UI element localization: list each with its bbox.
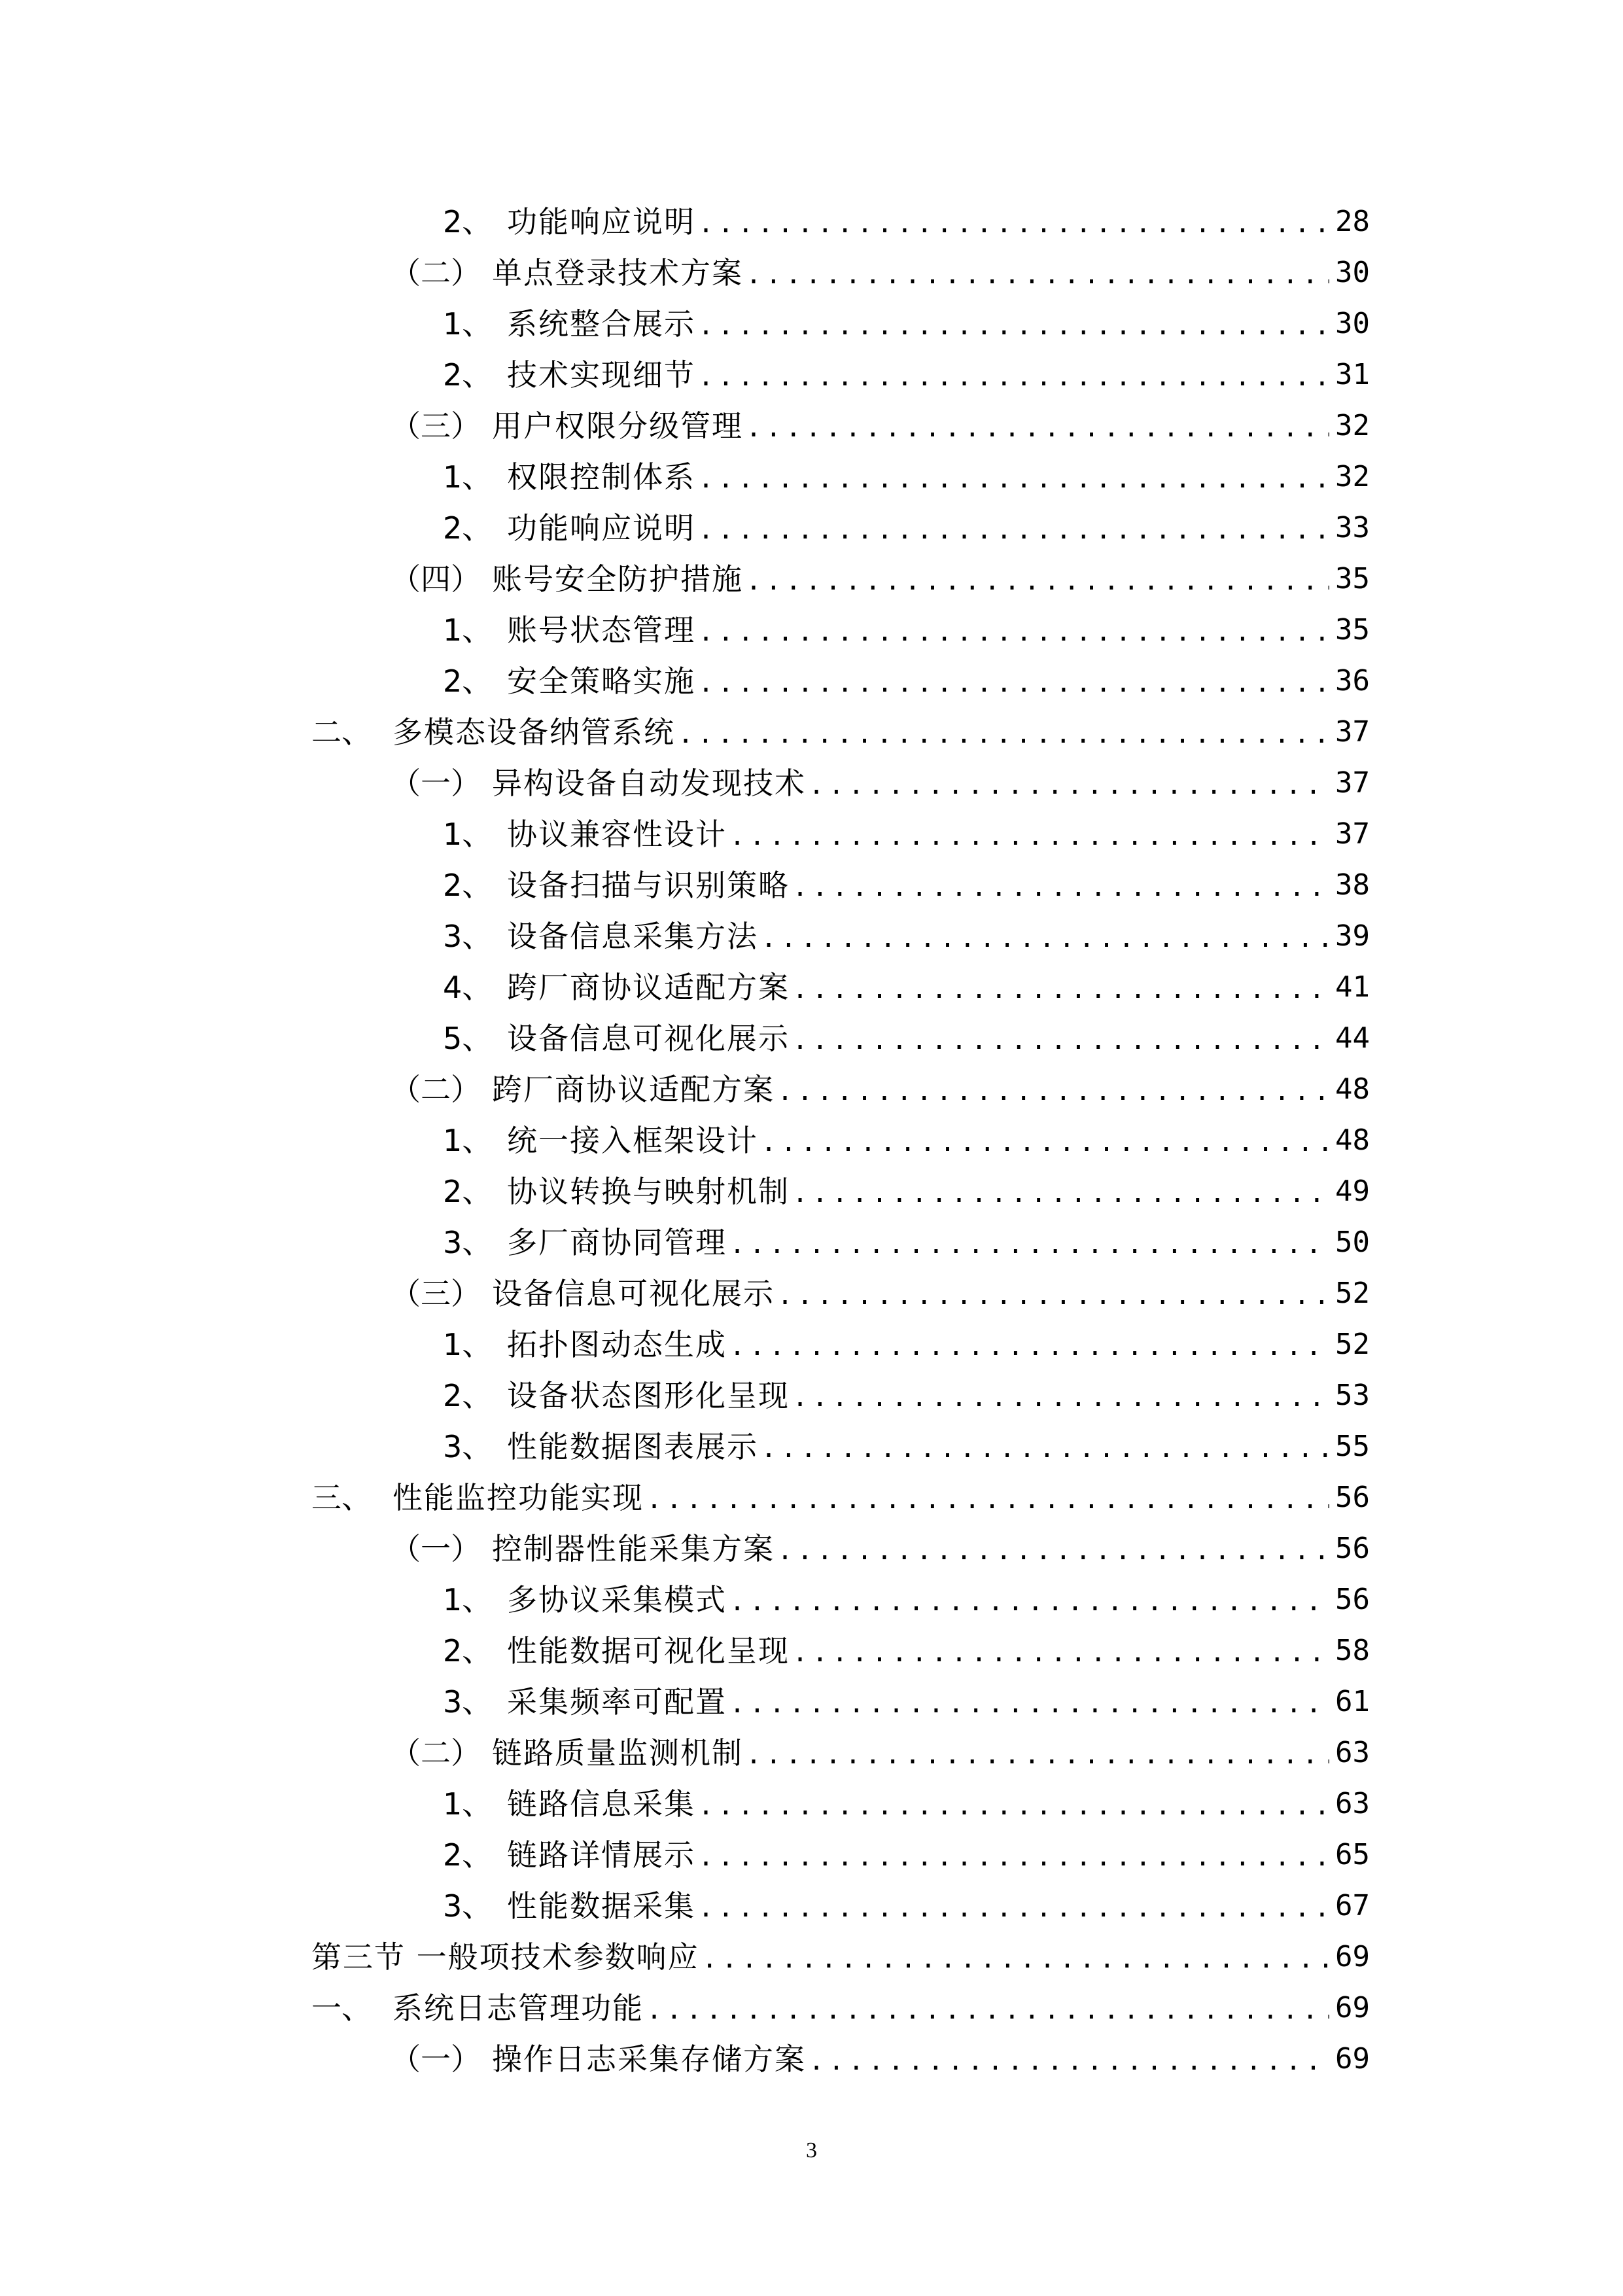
toc-dot-leader xyxy=(777,1064,1329,1115)
toc-dot-leader xyxy=(698,196,1329,247)
toc-entry-page: 69 xyxy=(1335,1940,1370,1973)
toc-entry-number: 2、 xyxy=(443,204,493,239)
toc-entry[interactable] xyxy=(443,656,1370,707)
toc-entry-title: 统一接入框架设计 xyxy=(507,1123,758,1158)
toc-entry-title: 多协议采集模式 xyxy=(507,1582,727,1617)
toc-entry-page: 35 xyxy=(1335,562,1370,595)
toc-entry[interactable] xyxy=(443,298,1370,349)
toc-entry-title: 操作日志采集存储方案 xyxy=(492,2041,806,2077)
toc-entry-number: 3、 xyxy=(443,1684,493,1720)
toc-dot-leader xyxy=(761,1115,1329,1166)
toc-entry-title: 跨厂商协议适配方案 xyxy=(492,1072,775,1107)
toc-dot-leader xyxy=(698,605,1329,656)
toc-entry-page: 69 xyxy=(1335,1991,1370,2024)
toc-entry-number: （一） xyxy=(391,766,481,801)
toc-entry-page: 37 xyxy=(1335,715,1370,749)
toc-entry[interactable] xyxy=(391,1727,1370,1778)
toc-entry-page: 52 xyxy=(1335,1277,1370,1310)
toc-entry-page: 61 xyxy=(1335,1685,1370,1718)
toc-dot-leader xyxy=(698,503,1329,554)
toc-entry[interactable] xyxy=(443,451,1370,503)
toc-dot-leader xyxy=(646,1983,1329,2034)
toc-entry-number: 1、 xyxy=(443,1582,493,1617)
toc-entry-title: 功能响应说明 xyxy=(507,204,695,239)
toc-entry-number: 1、 xyxy=(443,1327,493,1362)
toc-entry-page: 49 xyxy=(1335,1174,1370,1208)
toc-dot-leader xyxy=(777,1268,1329,1319)
toc-entry-number: （二） xyxy=(391,255,481,291)
toc-entry-title: 系统整合展示 xyxy=(507,306,695,342)
toc-entry[interactable] xyxy=(391,1268,1370,1319)
toc-entry-title: 设备状态图形化呈现 xyxy=(507,1378,790,1413)
toc-entry-number: 1、 xyxy=(443,1123,493,1158)
toc-dot-leader xyxy=(792,1625,1329,1676)
toc-dot-leader xyxy=(698,1881,1329,1932)
toc-entry-title: 协议兼容性设计 xyxy=(507,817,727,852)
toc-entry-number: （三） xyxy=(391,408,481,444)
toc-dot-leader xyxy=(698,1778,1329,1829)
toc-dot-leader xyxy=(698,1829,1329,1881)
toc-entry[interactable] xyxy=(443,1676,1370,1727)
toc-entry[interactable] xyxy=(443,503,1370,554)
toc-dot-leader xyxy=(729,1319,1329,1370)
toc-entry[interactable] xyxy=(391,1523,1370,1574)
toc-entry-number: （四） xyxy=(391,561,481,597)
toc-entry-number: 5、 xyxy=(443,1021,493,1056)
toc-entry-title: 性能数据可视化呈现 xyxy=(507,1633,790,1669)
toc-entry[interactable] xyxy=(443,860,1370,911)
toc-entry-page: 63 xyxy=(1335,1736,1370,1769)
toc-entry-page: 55 xyxy=(1335,1430,1370,1463)
toc-entry-title: 功能响应说明 xyxy=(507,510,695,546)
toc-entry-page: 56 xyxy=(1335,1583,1370,1616)
toc-entry-page: 38 xyxy=(1335,868,1370,902)
toc-entry-page: 30 xyxy=(1335,256,1370,289)
toc-entry-title: 用户权限分级管理 xyxy=(492,408,743,444)
toc-dot-leader xyxy=(761,1421,1329,1472)
toc-entry[interactable] xyxy=(443,1574,1370,1625)
toc-entry-page: 69 xyxy=(1335,2042,1370,2075)
toc-entry-page: 50 xyxy=(1335,1226,1370,1259)
toc-entry-title: 技术实现细节 xyxy=(507,357,695,393)
toc-entry-title: 性能数据采集 xyxy=(507,1888,695,1924)
toc-entry-page: 33 xyxy=(1335,511,1370,544)
toc-entry-number: 2、 xyxy=(443,357,493,393)
toc-dot-leader xyxy=(729,809,1329,860)
toc-entry-title: 第三节 一般项技术参数响应 xyxy=(311,1939,699,1975)
toc-entry-page: 32 xyxy=(1335,460,1370,493)
toc-entry[interactable] xyxy=(391,2034,1370,2085)
toc-dot-leader xyxy=(761,911,1329,962)
toc-entry-number: 1、 xyxy=(443,817,493,852)
toc-entry-title: 单点登录技术方案 xyxy=(492,255,743,291)
toc-entry-number: 2、 xyxy=(443,663,493,699)
toc-entry[interactable] xyxy=(443,1625,1370,1676)
toc-entry-page: 37 xyxy=(1335,766,1370,800)
toc-entry-title: 权限控制体系 xyxy=(507,459,695,495)
toc-entry[interactable] xyxy=(391,758,1370,809)
toc-entry-page: 32 xyxy=(1335,409,1370,442)
toc-entry[interactable] xyxy=(443,809,1370,860)
toc-entry-page: 48 xyxy=(1335,1123,1370,1157)
toc-entry-title: 账号状态管理 xyxy=(507,612,695,648)
toc-entry-number: 3、 xyxy=(443,1888,493,1924)
toc-entry[interactable] xyxy=(443,1881,1370,1932)
toc-entry[interactable] xyxy=(443,1829,1370,1881)
toc-entry-page: 56 xyxy=(1335,1481,1370,1514)
toc-entry-number: 2、 xyxy=(443,1837,493,1873)
toc-entry-title: 安全策略实施 xyxy=(507,663,695,699)
toc-entry[interactable] xyxy=(443,1166,1370,1217)
toc-entry-number: （二） xyxy=(391,1735,481,1771)
toc-dot-leader xyxy=(792,1370,1329,1421)
toc-entry-title: 性能数据图表展示 xyxy=(507,1429,758,1464)
toc-entry-title: 跨厂商协议适配方案 xyxy=(507,970,790,1005)
toc-entry-number: 2、 xyxy=(443,1174,493,1209)
toc-entry-number: 3、 xyxy=(443,1429,493,1464)
toc-entry-title: 链路质量监测机制 xyxy=(492,1735,743,1771)
toc-dot-leader xyxy=(792,962,1329,1013)
toc-entry-number: 2、 xyxy=(443,868,493,903)
toc-entry-number: 三、 xyxy=(311,1480,372,1515)
toc-entry-number: 2、 xyxy=(443,1633,493,1669)
toc-entry-title: 多模态设备纳管系统 xyxy=(393,715,675,750)
toc-entry-title: 设备信息可视化展示 xyxy=(507,1021,790,1056)
toc-dot-leader xyxy=(746,554,1329,605)
toc-entry-page: 41 xyxy=(1335,970,1370,1004)
toc-entry-page: 35 xyxy=(1335,613,1370,646)
toc-dot-leader xyxy=(698,451,1329,503)
toc-dot-leader xyxy=(678,707,1329,758)
toc-entry-page: 65 xyxy=(1335,1838,1370,1871)
toc-entry[interactable] xyxy=(443,962,1370,1013)
toc-dot-leader xyxy=(809,2034,1329,2085)
toc-entry[interactable] xyxy=(311,707,1370,758)
toc-entry[interactable] xyxy=(391,400,1370,451)
toc-entry-title: 多厂商协同管理 xyxy=(507,1225,727,1260)
toc-dot-leader xyxy=(746,400,1329,451)
toc-entry-number: （一） xyxy=(391,2041,481,2077)
toc-entry[interactable] xyxy=(443,196,1370,247)
toc-entry-page: 39 xyxy=(1335,919,1370,953)
toc-entry-title: 链路信息采集 xyxy=(507,1786,695,1822)
toc-entry-page: 52 xyxy=(1335,1328,1370,1361)
toc-entry-page: 58 xyxy=(1335,1634,1370,1667)
toc-entry-page: 56 xyxy=(1335,1532,1370,1565)
toc-dot-leader xyxy=(746,1727,1329,1778)
toc-entry-title: 拓扑图动态生成 xyxy=(507,1327,727,1362)
toc-dot-leader xyxy=(698,349,1329,400)
toc-dot-leader xyxy=(746,247,1329,298)
toc-dot-leader xyxy=(792,1166,1329,1217)
toc-dot-leader xyxy=(809,758,1329,809)
toc-entry[interactable] xyxy=(311,1472,1370,1523)
toc-entry-title: 异构设备自动发现技术 xyxy=(492,766,806,801)
toc-dot-leader xyxy=(729,1676,1329,1727)
toc-entry-page: 44 xyxy=(1335,1021,1370,1055)
page-number: 3 xyxy=(806,2138,817,2163)
toc-entry-number: 1、 xyxy=(443,306,493,342)
toc-entry-title: 系统日志管理功能 xyxy=(393,1990,644,2026)
toc-entry-number: 3、 xyxy=(443,1225,493,1260)
toc-entry-number: 3、 xyxy=(443,919,493,954)
toc-entry-title: 账号安全防护措施 xyxy=(492,561,743,597)
toc-dot-leader xyxy=(729,1217,1329,1268)
toc-entry-number: （一） xyxy=(391,1531,481,1566)
toc-entry[interactable] xyxy=(311,1983,1370,2034)
toc-entry-number: （三） xyxy=(391,1276,481,1311)
toc-dot-leader xyxy=(729,1574,1329,1625)
toc-entry-page: 67 xyxy=(1335,1889,1370,1922)
toc-dot-leader xyxy=(792,860,1329,911)
toc-entry-page: 36 xyxy=(1335,664,1370,698)
toc-dot-leader xyxy=(777,1523,1329,1574)
toc-entry-number: 二、 xyxy=(311,715,372,750)
toc-dot-leader xyxy=(792,1013,1329,1064)
toc-entry[interactable] xyxy=(443,1778,1370,1829)
toc-entry-number: 2、 xyxy=(443,1378,493,1413)
toc-entry-title: 设备信息可视化展示 xyxy=(492,1276,775,1311)
toc-entry-page: 30 xyxy=(1335,307,1370,340)
toc-entry-title: 协议转换与映射机制 xyxy=(507,1174,790,1209)
toc-entry-title: 设备扫描与识别策略 xyxy=(507,868,790,903)
toc-entry-page: 53 xyxy=(1335,1379,1370,1412)
toc-dot-leader xyxy=(698,298,1329,349)
toc-entry-number: 一、 xyxy=(311,1990,372,2026)
toc-entry[interactable] xyxy=(391,1064,1370,1115)
toc-entry[interactable] xyxy=(391,247,1370,298)
toc-entry[interactable] xyxy=(443,349,1370,400)
toc-dot-leader xyxy=(646,1472,1329,1523)
toc-entry-page: 28 xyxy=(1335,205,1370,238)
toc-entry-page: 48 xyxy=(1335,1072,1370,1106)
toc-entry[interactable] xyxy=(443,1013,1370,1064)
toc-entry-number: 1、 xyxy=(443,612,493,648)
toc-dot-leader xyxy=(702,1932,1329,1983)
toc-entry-title: 设备信息采集方法 xyxy=(507,919,758,954)
toc-entry[interactable] xyxy=(443,605,1370,656)
toc-entry-number: 1、 xyxy=(443,459,493,495)
toc-entry-page: 63 xyxy=(1335,1787,1370,1820)
toc-entry-page: 37 xyxy=(1335,817,1370,851)
toc-entry[interactable] xyxy=(311,1932,1370,1983)
toc-entry[interactable] xyxy=(443,911,1370,962)
toc-dot-leader xyxy=(698,656,1329,707)
toc-entry-title: 控制器性能采集方案 xyxy=(492,1531,775,1566)
toc-entry[interactable] xyxy=(443,1421,1370,1472)
toc-entry-title: 采集频率可配置 xyxy=(507,1684,727,1720)
toc-entry-title: 链路详情展示 xyxy=(507,1837,695,1873)
toc-entry-title: 性能监控功能实现 xyxy=(393,1480,644,1515)
toc-entry-page: 31 xyxy=(1335,358,1370,391)
toc-entry[interactable] xyxy=(443,1370,1370,1421)
toc-entry[interactable] xyxy=(443,1115,1370,1166)
toc-entry[interactable] xyxy=(391,554,1370,605)
toc-entry-number: 4、 xyxy=(443,970,493,1005)
toc-entry[interactable] xyxy=(443,1217,1370,1268)
toc-entry[interactable] xyxy=(443,1319,1370,1370)
toc-entry-number: 1、 xyxy=(443,1786,493,1822)
toc-entry-number: （二） xyxy=(391,1072,481,1107)
toc-entry-number: 2、 xyxy=(443,510,493,546)
